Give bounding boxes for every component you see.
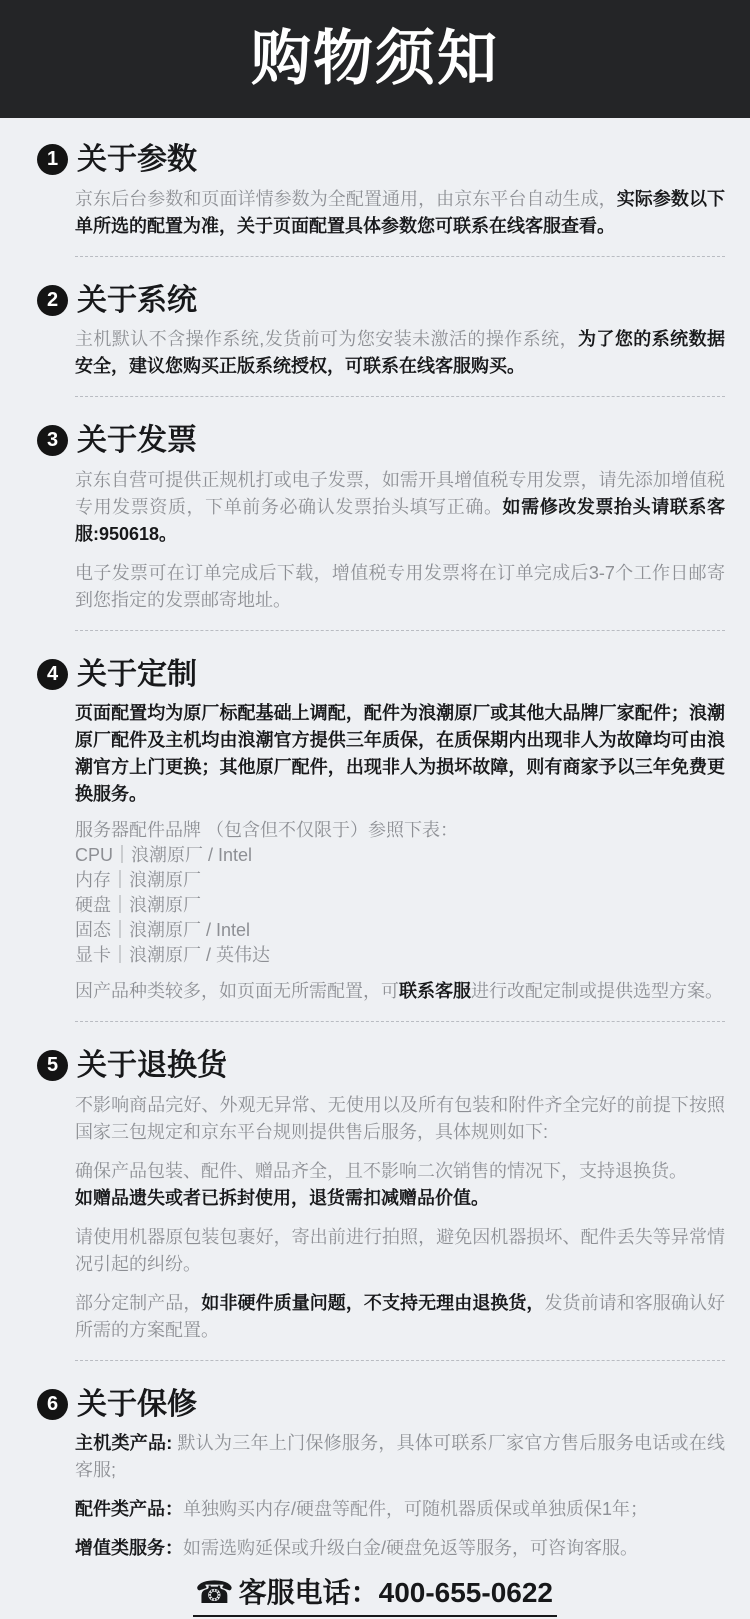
section-title: 关于保修 xyxy=(77,1387,197,1421)
spec-list-line: 显卡｜浪潮原厂 / 英伟达 xyxy=(75,945,271,965)
body-text: 部分定制产品， xyxy=(75,1292,202,1313)
phone-number: 400-655-0622 xyxy=(378,1577,553,1608)
paragraph xyxy=(75,1496,725,1523)
body-text: 京东自营可提供正规机打或电子发票，如需开具增值税专用发票，请先添加增值税专用发票资质，下单前务必确认发票抬头填写正确。 xyxy=(75,469,725,517)
paragraph xyxy=(75,1224,725,1278)
emphasis-text: 增值类服务： xyxy=(75,1538,183,1558)
section-about-system xyxy=(37,285,725,398)
paragraph xyxy=(75,326,725,380)
section-header-about-customization xyxy=(37,659,725,691)
paragraph xyxy=(75,700,725,808)
section-title: 关于定制 xyxy=(77,657,197,691)
section-about-returns xyxy=(37,1050,725,1361)
section-about-invoice xyxy=(37,425,725,631)
section-header-about-warranty xyxy=(37,1389,725,1421)
section-divider xyxy=(75,630,725,631)
body-text: 电子发票可在订单完成后下载，增值税专用发票将在订单完成后3-7个工作日邮寄到您指定的发票邮寄地址。 xyxy=(75,562,725,610)
section-number-badge: 4 xyxy=(37,659,68,690)
section-title: 关于退换货 xyxy=(77,1049,227,1082)
section-number-badge: 3 xyxy=(37,425,68,456)
spec-list-line: 服务器配件品牌 （包含但不仅限于）参照下表： xyxy=(75,820,458,840)
paragraph xyxy=(75,1430,725,1484)
section-header-about-parameters xyxy=(37,144,725,176)
section-title: 关于系统 xyxy=(77,283,197,317)
section-title: 关于发票 xyxy=(77,424,197,457)
spec-list-line: CPU｜浪潮原厂 / Intel xyxy=(75,845,253,865)
customer-service-phone xyxy=(193,1576,557,1617)
body-text: 京东后台参数和页面详情参数为全配置通用，由京东平台自动生成， xyxy=(75,188,617,209)
section-divider xyxy=(75,1360,725,1361)
paragraph xyxy=(75,186,725,240)
section-about-parameters xyxy=(37,144,725,257)
emphasis-text: 如非硬件质量问题，不支持无理由退换货， xyxy=(201,1292,545,1313)
section-header-about-invoice xyxy=(37,425,725,457)
body-text: 发货前请和客服确认好所需的方案配置。 xyxy=(75,1292,726,1340)
spec-list-line: 硬盘｜浪潮原厂 xyxy=(75,895,201,915)
section-divider xyxy=(75,396,725,397)
body-text: 主机默认不含操作系统,发货前可为您安装未激活的操作系统， xyxy=(75,329,578,349)
body-text: 进行改配定制或提供选型方案。 xyxy=(471,981,723,1001)
emphasis-text: 如赠品遗失或者已拆封使用，退货需扣减赠品价值。 xyxy=(75,1187,489,1208)
paragraph xyxy=(75,1092,725,1146)
section-number-badge: 2 xyxy=(37,285,68,316)
phone-label: 客服电话： xyxy=(238,1577,379,1608)
emphasis-text: 如需修改发票抬头请联系客服:950618。 xyxy=(75,496,726,544)
spec-list-line: 内存｜浪潮原厂 xyxy=(75,870,201,890)
emphasis-text: 配件类产品： xyxy=(75,1499,183,1519)
paragraph xyxy=(75,467,725,548)
section-number-badge: 6 xyxy=(37,1389,68,1420)
section-header-about-returns xyxy=(37,1050,725,1082)
emphasis-text: 为了您的系统数据安全，建议您购买正版系统授权，可联系在线客服购买。 xyxy=(75,329,725,376)
page-title: 购物须知 xyxy=(251,25,499,92)
paragraph xyxy=(75,1290,725,1344)
emphasis-text: 联系客服 xyxy=(399,981,471,1001)
body-text: 不影响商品完好、外观无异常、无使用以及所有包装和附件齐全完好的前提下按照国家三包规定和京东平台规则提供售后服务，具体规则如下: xyxy=(75,1094,725,1142)
page-header xyxy=(0,0,750,118)
section-about-warranty xyxy=(37,1389,725,1563)
notice-sections xyxy=(0,118,750,1562)
emphasis-text: 主机类产品: xyxy=(75,1433,173,1453)
footer xyxy=(0,1576,750,1617)
telephone-icon: ☎ xyxy=(194,1575,234,1611)
spec-list xyxy=(75,818,725,968)
body-text: 单独购买内存/硬盘等配件，可随机器质保或单独质保1年； xyxy=(183,1499,649,1519)
paragraph xyxy=(75,1158,725,1212)
section-divider xyxy=(75,1021,725,1022)
emphasis-text: 实际参数以下单所选的配置为准，关于页面配置具体参数您可联系在线客服查看。 xyxy=(75,188,726,236)
section-number-badge: 5 xyxy=(37,1050,68,1081)
section-divider xyxy=(75,256,725,257)
section-title: 关于参数 xyxy=(77,143,197,176)
section-header-about-system xyxy=(37,285,725,317)
paragraph xyxy=(75,1535,725,1562)
body-text: 默认为三年上门保修服务，具体可联系厂家官方售后服务电话或在线客服; xyxy=(75,1433,725,1480)
body-text: 确保产品包装、配件、赠品齐全，且不影响二次销售的情况下，支持退换货。 xyxy=(75,1160,687,1181)
body-text: 因产品种类较多，如页面无所需配置，可 xyxy=(75,981,399,1001)
spec-list-line: 固态｜浪潮原厂 / Intel xyxy=(75,920,251,940)
paragraph xyxy=(75,560,725,614)
body-text: 如需选购延保或升级白金/硬盘免返等服务，可咨询客服。 xyxy=(183,1538,638,1558)
paragraph xyxy=(75,978,725,1005)
section-number-badge: 1 xyxy=(37,144,68,175)
body-text: 请使用机器原包装包裹好，寄出前进行拍照，避免因机器损坏、配件丢失等异常情况引起的纠纷。 xyxy=(75,1226,725,1274)
section-about-customization xyxy=(37,659,725,1023)
emphasis-text: 页面配置均为原厂标配基础上调配，配件为浪潮原厂或其他大品牌厂家配件；浪潮原厂配件及主机均由浪潮官方提供三年质保，在质保期内出现非人为故障均可由浪潮官方上门更换；其他原厂配件，出现非人为损坏故障，则有商家予以三年免费更换服务。 xyxy=(75,703,725,804)
